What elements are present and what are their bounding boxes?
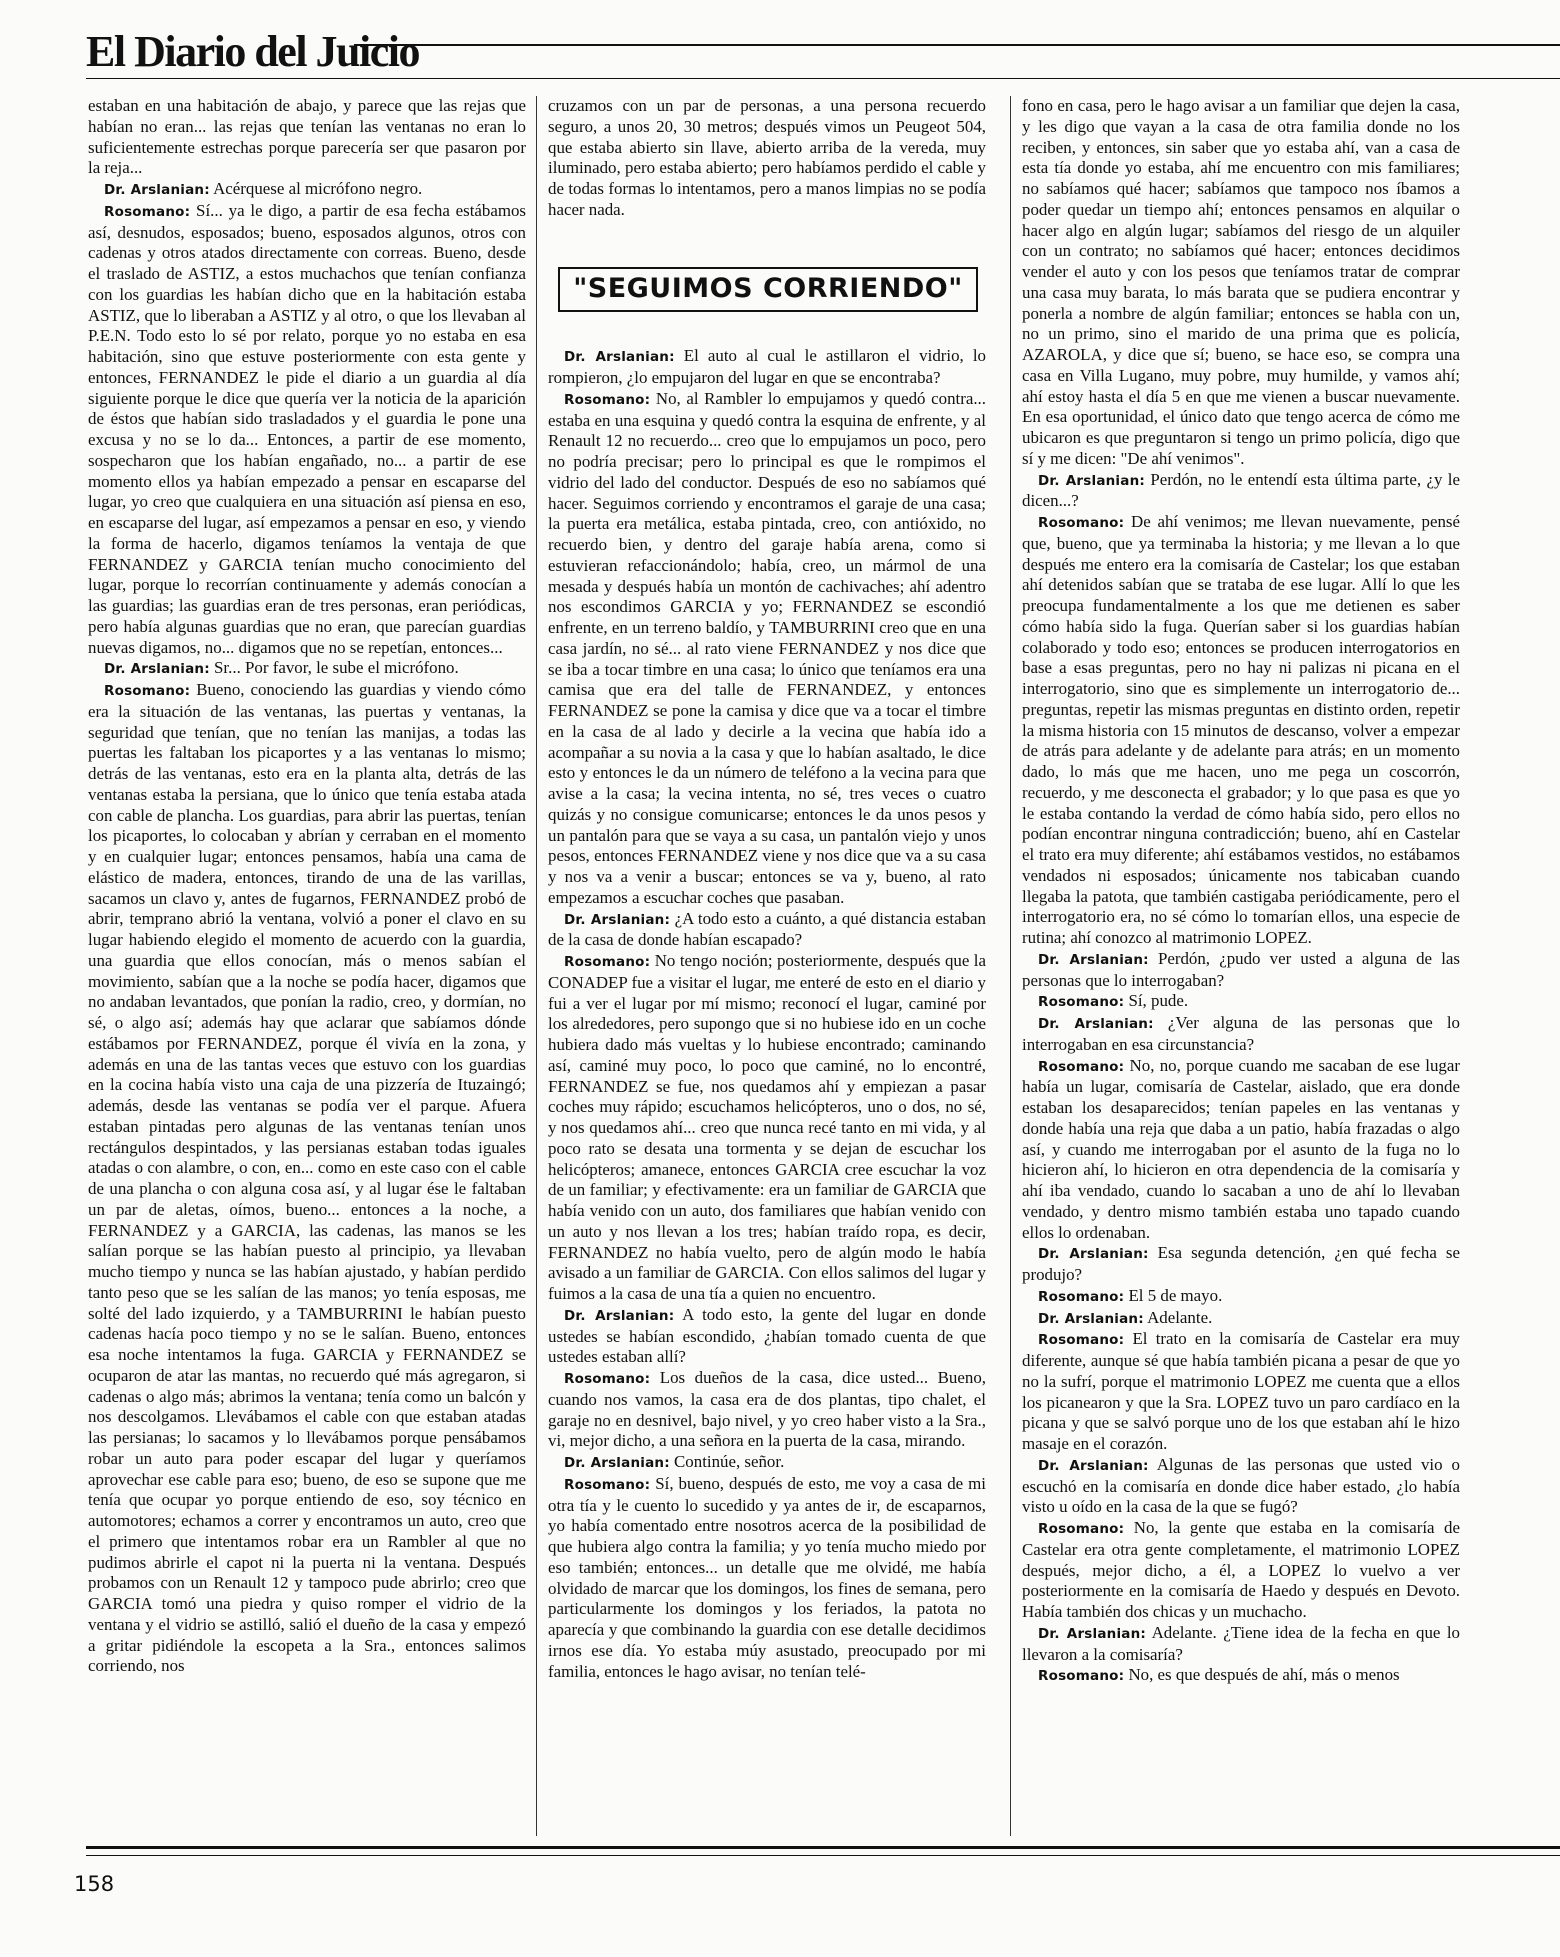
speaker-label: Dr. Arslanian: — [1038, 1016, 1154, 1032]
paragraph — [1022, 1308, 1460, 1330]
paragraph-text: ¿Ver alguna de las personas que lo interrogaban en esa circunstancia? — [1022, 1013, 1460, 1054]
paragraph-text: Perdón, ¿pudo ver usted a alguna de las personas que lo interrogaban? — [1022, 948, 1460, 990]
paragraph — [548, 346, 986, 389]
paragraph — [1022, 96, 1460, 470]
speaker-label: Rosomano: — [1038, 1058, 1125, 1075]
paragraph-text: El 5 de mayo. — [1124, 1285, 1223, 1305]
paragraph-text: Sí... ya le digo, a partir de esa fecha estábamos así, desnudos, esposados; bueno, esposados algunos, otros con cadenas y otros atados directamente con correas. Bueno, desde el traslado de ASTIZ, a estos muchachos que tenían confianza con los guardias les habían dicho que en la habitación estaba ASTIZ, que lo liberaban a ASTIZ y al otro, o que los llevaban al P.E.N. Todo esto lo sé por relato, porque yo no estaba en esa habitación, sino que estuve posteriormente con esta gente y entonces, FERNANDEZ le pide el diario a un guardia al día siguiente porque le dice que quería ver la noticia de la aparición de éstos que habían sido trasladados y el guardia le pone una excusa y no se lo da... Entonces, a partir de ese momento, sospecharon que los habían engañado, no... a partir de ese momento ellos ya habían empezado a pensar en escaparse del lugar, yo creo que cualquiera en una situación así piensa en eso, en escaparse del lugar, así empezamos a pensar en eso, y viendo la forma de hacerlo, digamos teníamos la ventaja de que FERNANDEZ y GARCIA tenían mucho conocimiento del lugar, porque lo recorrían continuamente y además conocían a las guardias; las guardias eran de tres personas, eran periódicas, pero había algunas guardias que no eran, que parecían guardias nuevas digamos, no... digamos que no se repetían, entonces... — [88, 200, 526, 657]
paragraph-text: Esa segunda detención, ¿en qué fecha se produjo? — [1022, 1243, 1460, 1284]
paragraph — [1022, 512, 1460, 949]
speaker-label: Dr. Arslanian: — [564, 1455, 670, 1471]
paragraph — [1022, 470, 1460, 513]
paragraph-text: Los dueños de la casa, dice usted... Bueno, cuando nos vamos, la casa era de dos plantas, tipo chalet, el garaje no en desnivel, bajo nivel, y yo creo haber visto a la Sra., vi, mejor dicho, a una señora en la puerta de la casa, mirando. — [548, 1368, 986, 1451]
speaker-label: Dr. Arslanian: — [564, 1307, 675, 1324]
paragraph — [548, 1474, 986, 1683]
column-2-bottom — [548, 346, 986, 1682]
paragraph-text: cruzamos con un par de personas, a una persona recuerdo seguro, a unos 20, 30 metros; después vimos un Peugeot 504, que estaba abierto sin llave, abierto arriba de la vereda, muy iluminado, pero estaba abierto; pero habíamos perdido el cable y de todas formas lo intentamos, pero a manos limpias no se podía hacer nada. — [548, 96, 986, 219]
masthead-title: El Diario del Juicio — [86, 27, 419, 76]
speaker-label: Rosomano: — [1038, 1332, 1125, 1349]
paragraph-text: No, la gente que estaba en la comisaría de Castelar era otra gente completamente, el matrimonio LOPEZ después, mejor dicho, a él, a LOPEZ lo vuelvo a ver posteriormente en la comisaría de Haedo y después en Devoto. Había también dos chicas y un muchacho. — [1022, 1518, 1460, 1621]
paragraph — [548, 1452, 986, 1474]
paragraph — [548, 951, 986, 1305]
paragraph — [1022, 1286, 1460, 1308]
paragraph-text: No tengo noción; posteriormente, después que la CONADEP fue a visitar el lugar, me enteré de esto en el diario y fui a ver el lugar por mí mismo; reconocí el lugar, caminé por los alrededores, pero supongo que si no hubiese ido en un coche hubiera dado más vueltas y lo hubiese encontrado; caminando así, caminé muy poco, lo poco que caminé, no lo encontré, FERNANDEZ se fue, nos quedamos ahí y empiezan a pasar coches muy rápido; escuchamos helicópteros, uno o dos, no sé, y nos quedamos ahí... creo que nunca recé tanto en mi vida, y al poco rato se desata una tormenta y se dejan de escuchar los helicópteros; amanece, entonces GARCIA cree escuchar la voz de un familiar; y efectivamente: era un familiar de GARCIA que había venido con un auto, dos familiares que habían venido con un auto y nos llevan a los tres; habían traído ropa, es decir, FERNANDEZ no había vuelto, pero de algún modo le había avisado a un familiar de GARCIA. Con ellos salimos del lugar y fuimos a la casa de una tía a quien no encuentro. — [548, 951, 986, 1303]
speaker-label: Rosomano: — [1038, 1668, 1125, 1685]
paragraph — [88, 658, 526, 680]
paragraph-text: estaban en una habitación de abajo, y parece que las rejas que habían no eran... las rejas que tenían las ventanas no eran lo suficientemente estrechas porque parecería ser que pasaron por la reja... — [88, 96, 526, 178]
paragraph-text: Sí, pude. — [1124, 991, 1189, 1011]
column-divider — [1010, 96, 1011, 1836]
paragraph — [548, 909, 986, 952]
speaker-label: Rosomano: — [104, 683, 191, 699]
paragraph-text: fono en casa, pero le hago avisar a un familiar que dejen la casa, y les digo que vayan a la casa de otra familia donde no los reciben, y entonces, sin saber que yo estaba ahí, van a casa de esta tía donde yo estaba, ahí me encuentro con mis familiares; no sabíamos qué hacer; sabíamos que tampoco nos íbamos a poder quedar un tiempo ahí; entonces pensamos en alquilar o hacer algo en algún lugar; sabíamos del riesgo de un alquiler con un contrato; no sabíamos qué hacer; entonces decidimos vender el auto y con los pesos que teníamos tratar de comprar una casa muy barata, lo más barata que se pudiera encontrar y ponerla a nombre de algún familiar; entonces se habla con un, no un primo, sino el marido de una prima que es policía, AZAROLA, y dice que sí; bueno, se hace eso, se compra una casa en Villa Lugano, muy pobre, muy humilde, y vamos ahí; ahí estoy hasta el día 5 en que me vienen a buscar nuevamente. En esa oportunidad, el único dato que tengo acerca de cómo me ubicaron es que preguntaron si tengo un primo policía, digo que sí y me dicen: "De ahí venimos". — [1022, 96, 1460, 468]
page-number: 158 — [74, 1872, 115, 1896]
top-rule — [354, 44, 1560, 46]
column-1 — [88, 96, 526, 1836]
paragraph-text: Perdón, no le entendí esta última parte, ¿y le dicen...? — [1022, 469, 1460, 511]
paragraph-text: A todo esto, la gente del lugar en donde ustedes se habían escondido, ¿habían tomado cuenta de que ustedes estaban allí? — [548, 1304, 986, 1367]
column-2 — [548, 96, 986, 1836]
speaker-label: Rosomano: — [1038, 515, 1125, 531]
column-divider — [536, 96, 537, 1836]
paragraph — [1022, 949, 1460, 992]
paragraph-text: El trato en la comisaría de Castelar era muy diferente, aunque sé que había también picana a pesar de que yo no la sufrí, porque el matrimonio LOPEZ me cuenta que a ellos los picanearon y que la Sra. LOPEZ tuvo un paro cardíaco en la picana y que se salvó porque uno de los que estaban ahí le hizo masaje en el corazón. — [1022, 1329, 1460, 1453]
speaker-label: Dr. Arslanian: — [1038, 951, 1149, 968]
paragraph — [88, 680, 526, 1677]
speaker-label: Dr. Arslanian: — [564, 349, 675, 366]
paragraph-text: No, al Rambler lo empujamos y quedó contra... estaba en una esquina y quedó contra la esquina de enfrente, y al Renault 12 no recuerdo... creo que lo empujamos un poco, pero no podría precisar; pero lo principal es que le rompimos el vidrio del lado del conductor. Después de eso no sabíamos qué hacer. Seguimos corriendo y encontramos el garaje de una casa; la puerta era metálica, estaba pintada, creo, con antióxido, no recuerdo bien, y dentro del garaje había arena, como si estuvieran refaccionándolo; había, creo, un mármol de una mesada y después había un montón de cachivaches; ahí adentro nos escondimos GARCIA y yo; FERNANDEZ se escondió enfrente, en un terreno baldío, y TAMBURRINI creo que en una casa jardín, no sé... al rato viene FERNANDEZ y nos dice que se iba a tocar timbre en una casa; lo único que teníamos era una camisa que era del talle de FERNANDEZ, y entonces FERNANDEZ se pone la camisa y dice que va a tocar el timbre en la casa de al lado y decirle a la vecina que había ido a acompañar a su novia a la casa y que lo habían asaltado, le dice esto y entonces le da un número de teléfono a la vecina para que avise a la casa; la vecina intenta, no sé, tres veces o cuatro quizás y no consigue comunicarse; entonces le da unos pesos y un pantalón para que se vaya a su casa, un pantalón viejo y unos pesos, entonces FERNANDEZ viene y nos dice que va a su casa y nos va a venir a buscar; entonces se va y, bueno, al rato empezamos a escuchar coches que pasaban. — [548, 388, 986, 907]
paragraph — [548, 389, 986, 909]
paragraph — [88, 179, 526, 201]
paragraph — [1022, 1013, 1460, 1056]
speaker-label: Rosomano: — [1038, 1288, 1125, 1305]
bottom-rule-thin — [86, 1855, 1560, 1856]
paragraph — [548, 96, 986, 221]
paragraph — [88, 96, 526, 179]
speaker-label: Dr. Arslanian: — [1038, 1310, 1144, 1327]
speaker-label: Dr. Arslanian: — [1038, 1625, 1147, 1642]
column-3 — [1022, 96, 1460, 1836]
speaker-label: Dr. Arslanian: — [1038, 1246, 1149, 1263]
paragraph — [1022, 1455, 1460, 1518]
paragraph — [548, 1368, 986, 1452]
speaker-label: Rosomano: — [104, 203, 191, 220]
paragraph-text: No, no, porque cuando me sacaban de ese lugar había un lugar, comisaría de Castelar, aislado, que era donde estaban los desaparecidos; tenían papeles en las ventanas y donde había una reja que daba a un patio, había frazadas o algo así, y cuando me interrogaban por el asunto de la fuga no lo hicieron ahí, lo hicieron en otra dependencia de la comisaría y ahí iba vendado, cuando lo sacaban a uno de ahí lo llevaban vendado, y dentro mismo también estaba uno tapado cuando ellos lo ordenaban. — [1022, 1055, 1460, 1242]
paragraph — [1022, 991, 1460, 1013]
speaker-label: Rosomano: — [1038, 994, 1125, 1011]
paragraph-text: Continúe, señor. — [669, 1452, 785, 1471]
speaker-label: Rosomano: — [564, 1476, 651, 1493]
bottom-rule — [86, 1846, 1560, 1849]
paragraph-text: Adelante. — [1143, 1307, 1213, 1327]
speaker-label: Rosomano: — [564, 954, 651, 970]
paragraph-text: Acérquese al micrófono negro. — [209, 179, 423, 198]
paragraph-text: Sr... Por favor, le sube el micrófono. — [209, 658, 459, 678]
paragraph-text: ¿A todo esto a cuánto, a qué distancia estaban de la casa de donde habían escapado? — [548, 908, 986, 950]
top-rule-thin — [86, 78, 1560, 79]
speaker-label: Dr. Arslanian: — [1038, 1457, 1149, 1474]
paragraph — [548, 1305, 986, 1368]
speaker-label: Rosomano: — [564, 1371, 651, 1387]
paragraph-text: Bueno, conociendo las guardias y viendo cómo era la situación de las ventanas, las puertas y ventanas, la seguridad que tenían, que no tenían las manijas, a todas las puertas les faltaban los picaportes y a las ventanas lo mismo; detrás de las ventanas, esto era en la planta alta, detrás de las ventanas estaba la persiana, que lo único que tenía estaba atada con cable de plancha. Los guardias, para abrir las puertas, tenían los picaportes, lo colocaban y abrían y cerraban en el momento y en cualquier lugar; entonces pensamos, había una cama de elástico de madera, entonces, tirando de una de las varillas, sacamos un clavo y, antes de fugarnos, FERNANDEZ probó de abrir, temprano abrió la ventana, volvió a poner el clavo en su lugar habiendo elegido el momento de acuerdo con la guardia, una guardia que ellos conocían, más o menos sabían el movimiento, sabían que a la noche se podía hacer, digamos que no andaban levantados, que ponían la radio, creo, y dormían, no sé, o algo así; además hay que aclarar que sabíamos dónde estábamos por FERNANDEZ, porque él vivía en la zona, y además en una de las tantas veces que estuvo con los guardias en la cocina había visto una caja de una pizzería de Ituzaingó; además, desde las ventanas se podía ver el parque. Afuera estaban pintadas pero algunas de las ventanas tenían unos rectángulos despintados, y las persianas estaban todas iguales atadas o con alambre, o con, en... como en este caso con el cable de una plancha o con alguna cosa así, y al lugar ése le faltaban un par de aletas, oímos, bueno... entonces a la noche, a FERNANDEZ y a GARCIA, las cadenas, las manos se les salían porque se las habían puesto al principio, ya llevaban mucho tiempo y nunca se las habían ajustado, y habían perdido tanto peso que se les salían de las manos; yo tenía esposas, me solté del lado izquierdo, y a TAMBURRINI le habían puesto cadenas hacía poco tiempo y no se le salían. Bueno, entonces esa noche intentamos la fuga. GARCIA y FERNANDEZ se ocuparon de atar las mantas, no recuerdo qué más agregaron, si cadenas o algo más; abrimos la ventana; tenía como un balcón y nos descolgamos. Llevábamos el cable con que estaban atadas las persianas; lo sacamos y lo llevábamos porque pensábamos robar un auto para poder escapar del lugar y queríamos aprovechar ese cable para eso; bueno, de eso se supone que me tenía que ocupar yo porque entiendo de eso, soy técnico en automotores; echamos a correr y encontramos un auto, creo que el primero que intentamos robar era un Rambler al que no pudimos abrirle el capot ni la puerta ni la ventana. Después probamos con un Renault 12 y tampoco pude abrirlo; creo que GARCIA tomó una piedra y quiso romper el vidrio de la ventana y el vidrio se astilló, salió el dueño de la casa y empezó a gritar pidiéndole la escopeta a la Sra., entonces salimos corriendo, nos — [88, 680, 526, 1676]
paragraph — [1022, 1623, 1460, 1666]
speaker-label: Rosomano: — [564, 391, 651, 408]
paragraph-text: No, es que después de ahí, más o menos — [1124, 1665, 1400, 1685]
paragraph — [1022, 1518, 1460, 1623]
section-heading-box — [558, 267, 978, 313]
speaker-label: Dr. Arslanian: — [564, 911, 671, 928]
section-heading: "SEGUIMOS CORRIENDO" — [573, 272, 963, 304]
paragraph-text: Sí, bueno, después de esto, me voy a casa de mi otra tía y le cuento lo sucedido y ya antes de ir, de escaparnos, yo había comentado entre nosotros acerca de la posibilidad de que hubiera algo contra la familia; y yo tenía mucho miedo por eso también; entonces... un detalle que me olvidé, me había olvidado de marcar que los domingos, los fines de semana, pero particularmente los domingos y los feriados, la patota no aparecía y que combinando la guardia con ese detalle decidimos irnos ese día. Yo estaba múy asustado, preocupado por mi familia, entonces le hago avisar, no tenían telé- — [548, 1473, 986, 1681]
paragraph — [1022, 1329, 1460, 1455]
paragraph-text: De ahí venimos; me llevan nuevamente, pensé que, bueno, que ya terminaba la historia; y me llevan a lo que después me entero era la comisaría de Castelar; los que estaban ahí detenidos sabían que se trataba de ese lugar. Allí lo que les preocupa fundamentalmente a los que me detienen es saber cómo había sido la fuga. Querían saber si los guardias habían colaborado y todo eso; entonces se producen interrogatorios en base a esas preguntas, pero no hay ni palizas ni picana en el interrogatorio, sino que es simplemente un interrogatorio de... preguntas, repetir las mismas preguntas en distinto orden, repetir la misma historia con 15 minutos de descanso, volver a empezar de atrás para adelante y de adelante para atrás; en un momento dado, lo más que me hacen, uno me pega un coscorrón, recuerdo, y me desconecta el grabador; y lo que pasa es que yo le estaba contando la verdad de cómo había sido, pero ellos no podían encontrar ninguna contradicción; bueno, ahí en Castelar el trato era muy diferente; ahí estábamos vestidos, no estábamos vendados ni esposados; únicamente nos tabicaban cuando llegaba la patota, que también castigaba periódicamente, pero el interrogatorio era, no sé cómo lo tomarían ellos, una especie de rutina; ahí conozco al matrimonio LOPEZ. — [1022, 512, 1460, 947]
paragraph — [1022, 1056, 1460, 1244]
paragraph — [1022, 1665, 1460, 1687]
column-2-top — [548, 96, 986, 221]
speaker-label: Dr. Arslanian: — [104, 182, 210, 198]
paragraph-text: El auto al cual le astillaron el vidrio, lo rompieron, ¿lo empujaron del lugar en que se encontraba? — [548, 346, 986, 387]
paragraph — [88, 201, 526, 659]
speaker-label: Rosomano: — [1038, 1521, 1125, 1537]
speaker-label: Dr. Arslanian: — [104, 661, 210, 678]
paragraph — [1022, 1243, 1460, 1286]
speaker-label: Dr. Arslanian: — [1038, 472, 1145, 489]
paragraph-text: Algunas de las personas que usted vio o escuchó en la comisaría en donde dice haber estado, ¿lo había visto u oído en la casa de la que se fugó? — [1022, 1454, 1460, 1517]
paragraph-text: Adelante. ¿Tiene idea de la fecha en que lo llevaron a la comisaría? — [1022, 1622, 1460, 1664]
